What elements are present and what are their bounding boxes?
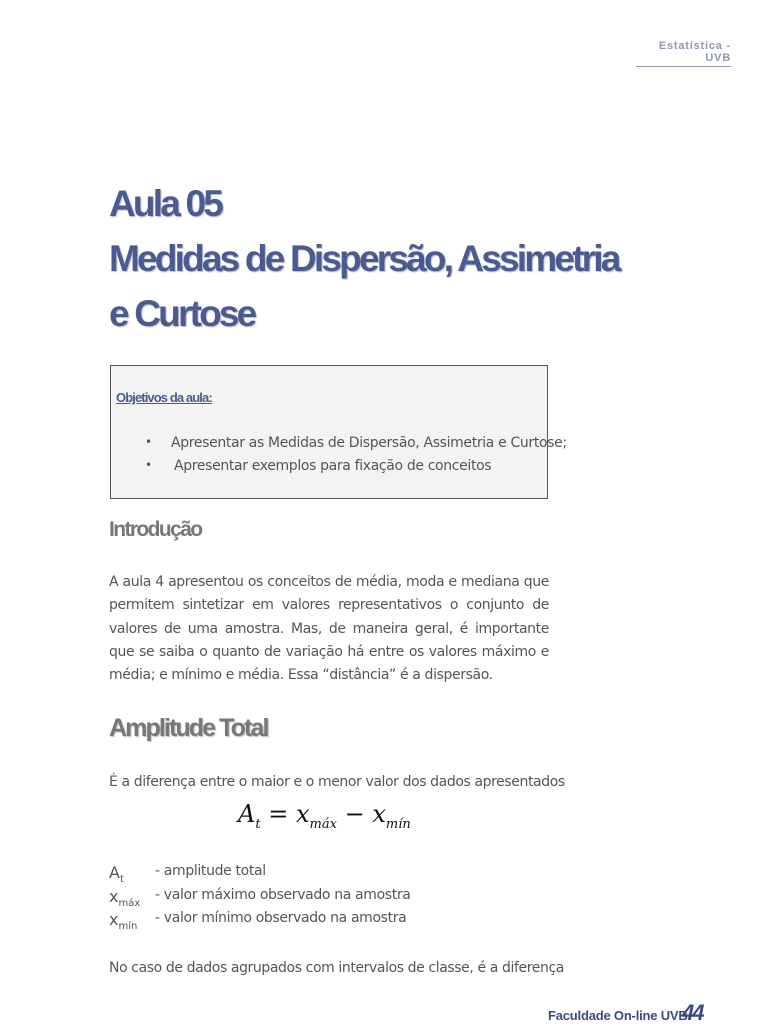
formula-term-2: x (372, 800, 386, 828)
formula-term-1-subscript: máx (309, 817, 337, 832)
lesson-title-line-2: e Curtose (109, 293, 255, 334)
legend-row (109, 863, 549, 887)
objectives-box (110, 365, 567, 499)
legend-description: - valor máximo observado na amostra (155, 886, 411, 903)
bullet-icon: • (145, 435, 153, 449)
legend-symbol-letter: A (109, 863, 120, 882)
lesson-number: Aula 05 (109, 183, 222, 224)
legend-description: - valor mínimo observado na amostra (155, 910, 407, 926)
formula-term-2-subscript: mín (385, 817, 411, 832)
lesson-title-line-1: Medidas de Dispersão, Assimetria (109, 238, 619, 279)
amplitude-heading: Amplitude Total (109, 714, 268, 742)
page-number: 44 (682, 1000, 703, 1025)
lesson-title (109, 176, 619, 341)
amplitude-continuation: No caso de dados agrupados com intervalos de classe, é a diferença (109, 960, 564, 976)
list-item (111, 458, 547, 481)
legend-symbol (109, 910, 137, 932)
legend-symbol (109, 863, 124, 885)
introduction-heading: Introdução (109, 518, 202, 541)
legend-symbol-letter: x (109, 886, 119, 906)
formula-lhs-subscript: t (255, 817, 261, 832)
bullet-icon: • (145, 458, 153, 472)
formula-equals: = (268, 800, 289, 828)
legend-row (109, 887, 549, 911)
legend-symbol-subscript: t (119, 874, 124, 885)
legend-symbol-subscript: máx (118, 897, 141, 909)
legend-description: - amplitude total (155, 863, 266, 879)
formula-minus: − (344, 800, 365, 828)
course-header-label: Estatística - UVB (636, 40, 731, 67)
legend-row (109, 910, 549, 934)
amplitude-definition: É a diferença entre o maior e o menor valor dos dados apresentados (109, 774, 565, 790)
introduction-paragraph: A aula 4 apresentou os conceitos de média, moda e mediana que permitem sintetizar em valores representativos o conjunto de valores de uma amostra. Mas, de maneira geral, é importante que se saiba o quanto de variação há entre os valores máximo e média; e mínimo e média. Essa “distância” é a dispersão. (109, 574, 549, 684)
list-item (111, 435, 567, 458)
formula-legend (109, 863, 549, 934)
objective-text: Apresentar exemplos para fixação de conceitos (174, 458, 492, 474)
formula-term-1: x (295, 800, 310, 828)
objective-text: Apresentar as Medidas de Dispersão, Assimetria e Curtose; (171, 435, 567, 451)
amplitude-formula (238, 800, 411, 832)
footer-label: Faculdade On-line UVB (548, 1008, 688, 1023)
objectives-heading: Objetivos da aula: (116, 390, 212, 405)
legend-symbol-subscript: mín (118, 921, 138, 932)
legend-symbol (109, 887, 140, 909)
formula-lhs: A (238, 800, 256, 828)
legend-symbol-letter: x (109, 910, 119, 929)
objectives-list (111, 435, 567, 481)
